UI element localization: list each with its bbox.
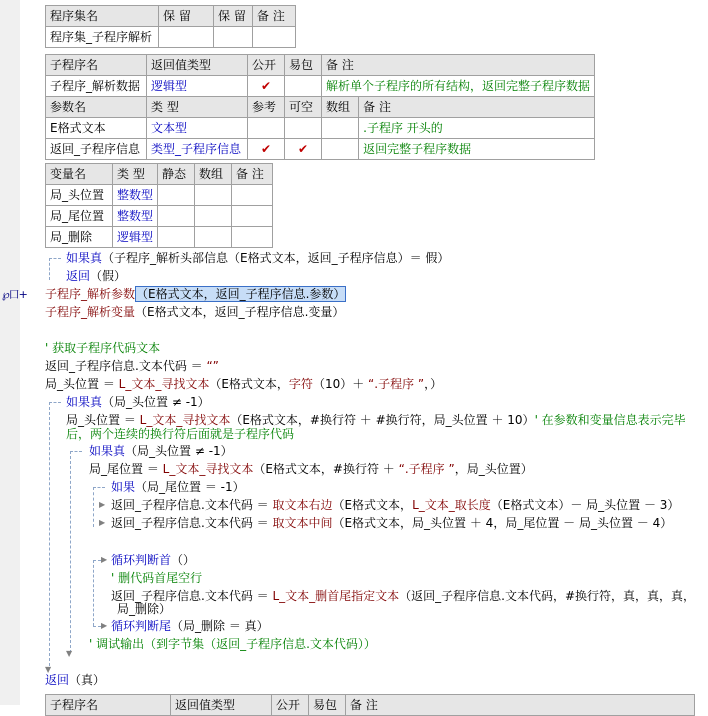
var-header-name: 变量名 bbox=[46, 164, 113, 185]
var-note-cell[interactable] bbox=[232, 206, 273, 227]
flow-line bbox=[49, 258, 61, 259]
assembly-reserved-cell[interactable] bbox=[159, 27, 214, 48]
comment-line[interactable]: ' 调试输出（到字节集（返回_子程序信息.文本代码）） bbox=[89, 637, 376, 651]
code-line[interactable]: 循环判断首（） bbox=[111, 553, 196, 567]
param-header-nullable: 可空 bbox=[285, 97, 322, 118]
var-name-cell[interactable]: 局_尾位置 bbox=[46, 206, 113, 227]
code-line[interactable]: 返回（假） bbox=[66, 269, 127, 283]
var-note-cell[interactable] bbox=[232, 227, 273, 248]
param-note-cell[interactable]: .子程序 开头的 bbox=[359, 118, 595, 139]
sub-header-name: 子程序名 bbox=[46, 55, 147, 76]
keyword-loop-end: 循环判断尾 bbox=[111, 619, 172, 633]
sub-header-public: 公开 bbox=[248, 55, 285, 76]
code-line[interactable]: 返回（真） bbox=[45, 673, 106, 687]
flow-line bbox=[49, 402, 61, 403]
sub-header-return-type: 返回值类型 bbox=[147, 55, 248, 76]
var-type-cell[interactable]: 逻辑型 bbox=[113, 227, 158, 248]
sub-return-type-cell[interactable]: 逻辑型 bbox=[147, 76, 248, 97]
assembly-name-cell[interactable]: 程序集_子程序解析 bbox=[46, 27, 159, 48]
param-name-cell[interactable]: E格式文本 bbox=[46, 118, 147, 139]
next-sub-header-easy: 易包 bbox=[309, 695, 346, 716]
flow-line bbox=[93, 487, 94, 527]
flow-arrow: ▶ bbox=[101, 555, 108, 564]
code-line[interactable]: 如果真（局_头位置 ≠ -1） bbox=[66, 395, 210, 409]
param-header-note: 备 注 bbox=[359, 97, 595, 118]
next-subroutine-table bbox=[45, 694, 695, 716]
keyword-if-true: 如果真 bbox=[66, 395, 103, 409]
assembly-header-reserved-2: 保 留 bbox=[214, 6, 253, 27]
next-sub-header-note: 备 注 bbox=[346, 695, 695, 716]
param-name-cell[interactable]: 返回_子程序信息 bbox=[46, 139, 147, 160]
keyword-loop-start: 循环判断首 bbox=[111, 553, 172, 567]
var-name-cell[interactable]: 局_删除 bbox=[46, 227, 113, 248]
param-header-ref: 参考 bbox=[248, 97, 285, 118]
code-line[interactable]: 局_头位置 ＝ L_文本_寻找文本（E格式文本，字符（10）＋ “.子程序 ”，） bbox=[45, 377, 443, 391]
code-line[interactable]: 返回_子程序信息.文本代码 ＝ 取文本右边（E格式文本，L_文本_取长度（E格式文本）－ 局_头位置 － 3） bbox=[111, 498, 680, 512]
code-line[interactable]: 如果（局_尾位置 ＝ -1） bbox=[111, 480, 245, 494]
param-type-cell[interactable]: 文本型 bbox=[147, 118, 248, 139]
var-header-static: 静态 bbox=[158, 164, 195, 185]
var-array-cell[interactable] bbox=[195, 185, 232, 206]
subroutine-table bbox=[45, 54, 595, 160]
breakpoint-marker[interactable]: ℘口+ bbox=[2, 288, 27, 301]
var-array-cell[interactable] bbox=[195, 227, 232, 248]
var-note-cell[interactable] bbox=[232, 185, 273, 206]
code-line-current[interactable] bbox=[45, 285, 346, 303]
next-sub-header-name: 子程序名 bbox=[46, 695, 171, 716]
var-type-cell[interactable]: 整数型 bbox=[113, 185, 158, 206]
editor-gutter bbox=[0, 0, 20, 705]
code-line[interactable]: 如果真（局_头位置 ≠ -1） bbox=[89, 444, 233, 458]
var-static-cell[interactable] bbox=[158, 185, 195, 206]
var-type-cell[interactable]: 整数型 bbox=[113, 206, 158, 227]
comment-line[interactable]: ' 获取子程序代码文本 bbox=[45, 341, 161, 355]
flow-line bbox=[93, 560, 101, 561]
var-header-array: 数组 bbox=[195, 164, 232, 185]
sub-easy-check[interactable] bbox=[285, 76, 322, 97]
flow-line bbox=[49, 402, 50, 666]
code-line[interactable]: 局_尾位置 ＝ L_文本_寻找文本（E格式文本，#换行符 ＋ “.子程序 ”，局_头位置） bbox=[89, 462, 533, 476]
sub-header-easy: 易包 bbox=[285, 55, 322, 76]
flow-line bbox=[93, 487, 105, 488]
param-type-cell[interactable]: 类型_子程序信息 bbox=[147, 139, 248, 160]
keyword-return: 返回 bbox=[66, 269, 91, 283]
code-line[interactable]: 循环判断尾（局_删除 ＝ 真） bbox=[111, 619, 269, 633]
flow-arrow: ▼ bbox=[66, 649, 73, 658]
next-sub-header-return-type: 返回值类型 bbox=[171, 695, 272, 716]
sub-public-check[interactable]: ✔ bbox=[248, 76, 285, 97]
var-array-cell[interactable] bbox=[195, 206, 232, 227]
sub-header-note: 备 注 bbox=[322, 55, 595, 76]
param-nullable-check[interactable] bbox=[285, 118, 322, 139]
var-static-cell[interactable] bbox=[158, 206, 195, 227]
param-array-check[interactable] bbox=[322, 139, 359, 160]
flow-arrow: ▼ bbox=[45, 665, 52, 674]
param-nullable-check[interactable]: ✔ bbox=[285, 139, 322, 160]
keyword-return: 返回 bbox=[45, 673, 70, 687]
assembly-header-note: 备 注 bbox=[253, 6, 296, 27]
comment-line[interactable]: 后，两个连续的换行符后面就是子程序代码 bbox=[66, 427, 295, 441]
var-name-cell[interactable]: 局_头位置 bbox=[46, 185, 113, 206]
call-parse-params: 子程序_解析参数 bbox=[45, 287, 136, 301]
sub-note-cell[interactable]: 解析单个子程序的所有结构，返回完整子程序数据 bbox=[322, 76, 595, 97]
code-line[interactable]: 返回_子程序信息.文本代码 ＝ “” bbox=[45, 359, 219, 373]
flow-line bbox=[70, 451, 82, 452]
assembly-note-cell[interactable] bbox=[253, 27, 296, 48]
keyword-if-true: 如果真 bbox=[89, 444, 126, 458]
code-line[interactable]: 返回_子程序信息.文本代码 ＝ L_文本_删首尾指定文本（返回_子程序信息.文本代码，#换行符，真，真，真， bbox=[111, 589, 696, 603]
var-header-note: 备 注 bbox=[232, 164, 273, 185]
comment-line[interactable]: ' 删代码首尾空行 bbox=[111, 571, 203, 585]
flow-arrow: ▶ bbox=[99, 500, 106, 509]
assembly-table bbox=[45, 5, 296, 48]
flow-line bbox=[70, 451, 71, 653]
code-line[interactable]: 局_头位置 ＝ L_文本_寻找文本（E格式文本，#换行符 ＋ #换行符，局_头位置 ＋ 10）' 在参数和变量信息表示完毕 bbox=[66, 413, 686, 427]
selected-text[interactable]: （E格式文本，返回_子程序信息.参数） bbox=[136, 287, 346, 301]
flow-line bbox=[93, 626, 101, 627]
keyword-if-true: 如果真 bbox=[66, 251, 103, 265]
param-note-cell[interactable]: 返回完整子程序数据 bbox=[359, 139, 595, 160]
param-header-array: 数组 bbox=[322, 97, 359, 118]
next-sub-header-public: 公开 bbox=[272, 695, 309, 716]
keyword-if: 如果 bbox=[111, 480, 136, 494]
flow-arrow: ▶ bbox=[99, 518, 106, 527]
param-header-name: 参数名 bbox=[46, 97, 147, 118]
sub-name-cell[interactable]: 子程序_解析数据 bbox=[46, 76, 147, 97]
var-header-type: 类 型 bbox=[113, 164, 158, 185]
assembly-header-reserved-1: 保 留 bbox=[159, 6, 214, 27]
code-line[interactable]: 子程序_解析变量（E格式文本，返回_子程序信息.变量） bbox=[45, 305, 345, 319]
param-ref-check[interactable]: ✔ bbox=[248, 139, 285, 160]
param-ref-check[interactable] bbox=[248, 118, 285, 139]
flow-line bbox=[93, 560, 94, 626]
code-line[interactable]: 局_删除） bbox=[117, 602, 172, 616]
assembly-header-name: 程序集名 bbox=[46, 6, 159, 27]
code-line[interactable]: 返回_子程序信息.文本代码 ＝ 取文本中间（E格式文本，局_头位置 ＋ 4，局_尾位置 － 局_头位置 － 4） bbox=[111, 516, 673, 530]
param-header-type: 类 型 bbox=[147, 97, 248, 118]
var-static-cell[interactable] bbox=[158, 227, 195, 248]
code-line[interactable]: 如果真（子程序_解析头部信息（E格式文本，返回_子程序信息）＝ 假） bbox=[66, 251, 450, 265]
assembly-reserved-cell[interactable] bbox=[214, 27, 253, 48]
param-array-check[interactable] bbox=[322, 118, 359, 139]
call-parse-vars: 子程序_解析变量 bbox=[45, 305, 136, 319]
variable-table bbox=[45, 163, 273, 248]
flow-line bbox=[49, 258, 50, 280]
flow-arrow: ▶ bbox=[101, 621, 108, 630]
